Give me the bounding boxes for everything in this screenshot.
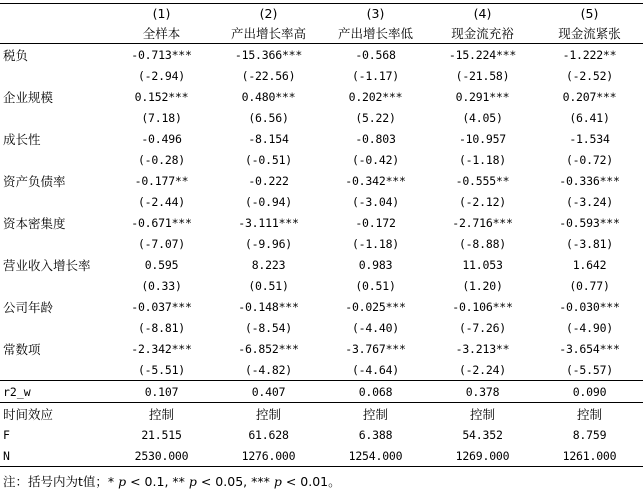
time-effect-cell: 控制 [322,403,429,425]
header-number: (3) [322,4,429,24]
tstat-row [0,233,643,254]
header-name: 产出增长率低 [337,26,413,41]
f-stat-cell: 8.759 [572,427,607,442]
header-name: 产出增长率高 [230,26,306,41]
r2-cell: 0.090 [536,381,643,403]
variable-label: 常数项 [3,341,41,357]
time-effect-row [0,403,643,425]
n-obs-label: N [0,445,108,467]
variable-label: 企业规模 [3,89,54,105]
n-obs-cell: 2530.000 [108,445,215,467]
f-stat-label: F [3,427,10,442]
tstat-cell: (-2.24) [458,362,507,377]
coef-cell: -0.713*** [108,44,215,66]
table-note [3,472,341,490]
coef-cell: -0.568 [322,44,429,66]
tstat-cell: (-21.58) [455,68,510,83]
header-number: (5) [536,4,643,24]
variable-label: 资本密集度 [3,215,66,231]
tstat-cell: (-5.57) [565,362,614,377]
tstat-cell: (-2.94) [137,68,186,83]
tstat-cell: (-4.40) [351,320,400,335]
tstat-cell: (-8.54) [244,320,293,335]
coef-cell: -8.154 [248,131,289,146]
coef-cell: -0.336*** [559,173,620,188]
coef-row [0,338,643,359]
tstat-cell: (7.18) [141,110,182,125]
tstat-cell: (4.05) [462,110,503,125]
tstat-cell: (0.33) [141,278,182,293]
n-obs-cell: 1254.000 [322,445,429,467]
n-obs-row [0,445,643,467]
header-name: 全样本 [142,26,181,41]
coef-cell: 0.291*** [455,89,510,104]
coef-cell: -0.037*** [131,299,192,314]
tstat-cell: (-3.04) [351,194,400,209]
note-lt: < 0.1, ** [126,474,189,489]
coef-cell: -1.222** [536,44,643,66]
note-lt: < 0.05, *** [196,474,274,489]
time-effect-cell: 控制 [108,403,215,425]
tstat-cell: (-7.07) [137,236,186,251]
time-effect-cell: 控制 [536,403,643,425]
tstat-cell: (-0.28) [137,152,186,167]
coef-row [0,254,643,275]
coef-cell: -0.496 [141,131,182,146]
tstat-cell: (-4.82) [244,362,293,377]
coef-cell: -0.803 [355,131,396,146]
header-name: 现金流充裕 [451,26,514,41]
tstat-cell: (-0.42) [351,152,400,167]
coef-cell: -2.716*** [452,215,513,230]
tstat-cell: (-1.18) [458,152,507,167]
r2-row [0,381,643,403]
note-lt: < 0.01。 [281,474,341,489]
tstat-cell: (-5.51) [137,362,186,377]
coef-row [0,296,643,317]
coef-cell: 11.053 [462,257,503,272]
header-number: (1) [108,4,215,24]
coef-cell: -0.030*** [559,299,620,314]
coef-row [0,44,643,66]
tstat-cell: (-2.52) [565,68,614,83]
header-name: 现金流紧张 [558,26,621,41]
coef-cell: -10.957 [458,131,507,146]
coef-cell: -6.852*** [238,341,299,356]
tstat-cell: (-1.18) [351,236,400,251]
f-stat-cell: 21.515 [141,427,182,442]
tstat-cell: (-7.26) [458,320,507,335]
tstat-cell: (0.51) [248,278,289,293]
note-p: p [273,474,282,489]
coef-cell: -3.767*** [345,341,406,356]
coef-row [0,128,643,149]
tstat-cell: (-9.96) [244,236,293,251]
coef-cell: 8.223 [251,257,286,272]
variable-label: 税负 [0,44,108,66]
tstat-row [0,107,643,128]
coef-row [0,212,643,233]
time-effect-cell: 控制 [429,403,536,425]
header-corner [0,4,108,24]
header-number: (4) [429,4,536,24]
coef-cell: -3.111*** [238,215,299,230]
tstat-cell: (1.20) [462,278,503,293]
coef-cell: -0.177** [134,173,189,188]
note-prefix: 注：括号内为t值；* [3,474,119,489]
tstat-cell: (-4.64) [351,362,400,377]
coef-cell: -0.593*** [559,215,620,230]
r2-label: r2_w [0,381,108,403]
coef-cell: 1.642 [572,257,607,272]
tstat-cell: (0.77) [569,278,610,293]
n-obs-cell: 1276.000 [215,445,322,467]
tstat-row [0,65,643,86]
variable-label: 资产负债率 [3,173,66,189]
coef-cell: 0.595 [144,257,179,272]
coef-cell: -2.342*** [131,341,192,356]
tstat-row [0,191,643,212]
coef-cell: 0.202*** [348,89,403,104]
time-effect-cell: 控制 [215,403,322,425]
tstat-cell: (-3.24) [565,194,614,209]
header-number: (2) [215,4,322,24]
f-stat-cell: 61.628 [248,427,289,442]
note-p: p [118,474,127,489]
coef-cell: -0.025*** [345,299,406,314]
r2-cell: 0.107 [108,381,215,403]
regression-table [0,3,643,467]
coef-cell: -15.366*** [215,44,322,66]
coef-cell: 0.480*** [241,89,296,104]
coef-cell: 0.207*** [562,89,617,104]
n-obs-cell: 1261.000 [536,445,643,467]
tstat-row [0,359,643,381]
coef-cell: -0.106*** [452,299,513,314]
tstat-cell: (-1.17) [351,68,400,83]
coef-cell: -0.555** [455,173,510,188]
tstat-cell: (-0.51) [244,152,293,167]
coef-cell: -3.213** [455,341,510,356]
tstat-cell: (-2.12) [458,194,507,209]
header-number-row [0,4,643,24]
r2-cell: 0.378 [429,381,536,403]
tstat-cell: (5.22) [355,110,396,125]
tstat-row [0,149,643,170]
note-p: p [188,474,197,489]
r2-cell: 0.068 [322,381,429,403]
coef-cell: -0.148*** [238,299,299,314]
coef-cell: -0.222 [248,173,289,188]
time-effect-label: 时间效应 [0,403,108,425]
header-corner [0,23,108,44]
f-stat-cell: 6.388 [358,427,393,442]
f-stat-row [0,424,643,445]
f-stat-cell: 54.352 [462,427,503,442]
tstat-cell: (0.51) [355,278,396,293]
tstat-row [0,275,643,296]
tstat-row [0,317,643,338]
coef-cell: -3.654*** [559,341,620,356]
tstat-cell: (-0.72) [565,152,614,167]
variable-label: 成长性 [3,131,41,147]
coef-cell: -0.342*** [345,173,406,188]
coef-cell: -1.534 [569,131,610,146]
tstat-cell: (-2.44) [137,194,186,209]
tstat-cell: (-3.81) [565,236,614,251]
coef-cell: 0.152*** [134,89,189,104]
coef-cell: -15.224*** [429,44,536,66]
tstat-cell: (-0.94) [244,194,293,209]
tstat-cell: (-22.56) [241,68,296,83]
tstat-cell: (-8.88) [458,236,507,251]
variable-label: 公司年龄 [3,299,54,315]
r2-cell: 0.407 [215,381,322,403]
variable-label: 营业收入增长率 [3,257,91,273]
tstat-cell: (-8.81) [137,320,186,335]
tstat-cell: (6.56) [248,110,289,125]
header-name-row [0,23,643,44]
coef-cell: -0.172 [355,215,396,230]
tstat-cell: (-4.90) [565,320,614,335]
coef-row [0,170,643,191]
coef-row [0,86,643,107]
coef-cell: 0.983 [358,257,393,272]
coef-cell: -0.671*** [131,215,192,230]
tstat-cell: (6.41) [569,110,610,125]
n-obs-cell: 1269.000 [429,445,536,467]
